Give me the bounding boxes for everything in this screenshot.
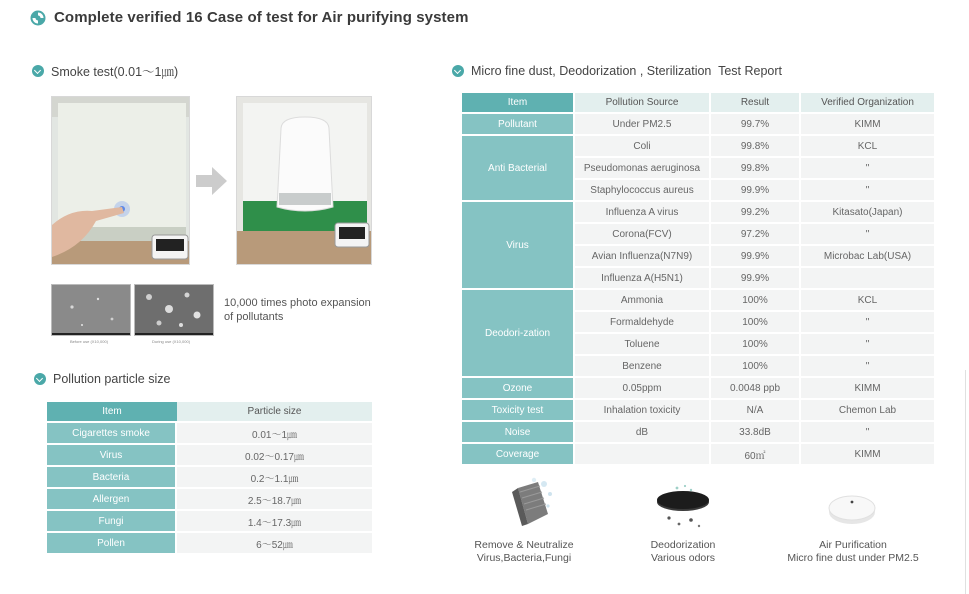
- photo-expansion-caption: [224, 296, 384, 324]
- feature-line2: Various odors: [650, 552, 715, 564]
- particle-size-heading: [34, 372, 170, 386]
- organization-cell: KCL: [801, 290, 934, 312]
- result-cell: 99.9%: [711, 180, 801, 202]
- smoke-test-before-photo: [51, 96, 190, 265]
- organization-cell: ": [801, 158, 934, 180]
- feature-remove-neutralize: [470, 539, 578, 565]
- organization-cell: ": [801, 312, 934, 334]
- feature-line1: Deodorization: [650, 539, 716, 551]
- pollution-source-cell: Staphylococcus aureus: [575, 180, 711, 202]
- row-label: Virus: [47, 445, 177, 467]
- feature-line2: Virus,Bacteria,Fungi: [476, 552, 572, 564]
- organization-cell: ": [801, 180, 934, 202]
- result-cell: 99.9%: [711, 246, 801, 268]
- pollution-source-cell: Formaldehyde: [575, 312, 711, 334]
- pollution-source-cell: Under PM2.5: [575, 114, 711, 136]
- group-label-pollutant: Pollutant: [462, 114, 575, 136]
- row-value: 2.5～18.7㎛: [177, 489, 372, 511]
- organization-cell: ": [801, 356, 934, 378]
- pollution-source-cell: [575, 444, 711, 466]
- pollution-source-cell: Benzene: [575, 356, 711, 378]
- organization-cell: ": [801, 422, 934, 444]
- check-bullet-icon: [32, 65, 44, 77]
- row-value: 0.02～0.17㎛: [177, 445, 372, 467]
- table-row: [47, 511, 372, 533]
- sem-during-image: [134, 284, 214, 336]
- result-cell: 99.2%: [711, 202, 801, 224]
- group-label-virus: Virus: [462, 202, 575, 290]
- edge-divider: [965, 370, 966, 594]
- pollution-source-cell: Inhalation toxicity: [575, 400, 711, 422]
- organization-cell: ": [801, 334, 934, 356]
- test-report-heading: [452, 64, 782, 78]
- organization-cell: [801, 268, 934, 290]
- result-cell: 99.9%: [711, 268, 801, 290]
- result-cell: N/A: [711, 400, 801, 422]
- result-cell: 99.8%: [711, 136, 801, 158]
- filter-icon: [508, 476, 554, 530]
- photo-expansion-line1: 10,000 times photo expansion: [224, 297, 371, 309]
- group-label-coverage: Coverage: [462, 444, 575, 466]
- pollution-source-cell: Avian Influenza(N7N9): [575, 246, 711, 268]
- pollution-source-cell: Ammonia: [575, 290, 711, 312]
- title-row: [30, 9, 469, 26]
- sem-during-caption: During use (X10,000): [152, 339, 191, 344]
- test-report-table: [462, 93, 934, 466]
- table-header-row: [462, 93, 934, 114]
- organization-cell: Kitasato(Japan): [801, 202, 934, 224]
- col-header-item: Item: [47, 402, 177, 423]
- table-row: [462, 444, 934, 466]
- test-report-heading-text: Micro fine dust, Deodorization , Sterilization Test Report: [471, 64, 783, 78]
- feature-line1: Air Purification: [819, 539, 887, 551]
- purifier-puck-icon: [827, 490, 877, 526]
- group-label-noise: Noise: [462, 422, 575, 444]
- particle-size-heading-text: Pollution particle size: [53, 372, 171, 386]
- pollution-source-cell: Influenza A virus: [575, 202, 711, 224]
- result-cell: 100%: [711, 290, 801, 312]
- sem-during-texture: [135, 285, 214, 336]
- result-cell: 33.8dB: [711, 422, 801, 444]
- pollution-source-cell: 0.05ppm: [575, 378, 711, 400]
- result-cell: 99.7%: [711, 114, 801, 136]
- pollution-source-cell: Corona(FCV): [575, 224, 711, 246]
- table-row: [462, 136, 934, 158]
- organization-cell: Microbac Lab(USA): [801, 246, 934, 268]
- group-label-anti-bacterial: Anti Bacterial: [462, 136, 575, 202]
- row-value: 0.2～1.1㎛: [177, 467, 372, 489]
- sem-before-caption: Before use (X10,000): [70, 339, 109, 344]
- col-header-verified-organization: Verified Organization: [801, 93, 934, 114]
- smoke-box-after-image: [237, 97, 372, 265]
- table-row: [462, 400, 934, 422]
- row-label: Allergen: [47, 489, 177, 511]
- organization-cell: KIMM: [801, 444, 934, 466]
- table-row: [462, 378, 934, 400]
- organization-cell: KIMM: [801, 114, 934, 136]
- col-header-pollution-source: Pollution Source: [575, 93, 711, 114]
- smoke-test-after-photo: [236, 96, 372, 265]
- feature-line1: Remove & Neutralize: [474, 539, 574, 551]
- pollution-source-cell: Pseudomonas aeruginosa: [575, 158, 711, 180]
- row-value: 0.01～1㎛: [177, 423, 372, 445]
- table-row: [47, 489, 372, 511]
- result-cell: 100%: [711, 334, 801, 356]
- row-label: Bacteria: [47, 467, 177, 489]
- table-row: [47, 533, 372, 555]
- result-cell: 0.0048 ppb: [711, 378, 801, 400]
- col-header-item: Item: [462, 93, 575, 114]
- particle-size-table: [47, 402, 372, 555]
- pollution-source-cell: Influenza A(H5N1): [575, 268, 711, 290]
- organization-cell: KIMM: [801, 378, 934, 400]
- row-label: Cigarettes smoke: [47, 423, 177, 445]
- group-label-toxicity-test: Toxicity test: [462, 400, 575, 422]
- result-cell: 99.8%: [711, 158, 801, 180]
- smoke-test-heading: [32, 62, 178, 80]
- table-row: [462, 202, 934, 224]
- row-value: 6～52㎛: [177, 533, 372, 555]
- table-row: [462, 422, 934, 444]
- table-row: [462, 114, 934, 136]
- check-bullet-icon: [34, 373, 46, 385]
- photo-expansion-line2: of pollutants: [224, 311, 284, 323]
- page-title: Complete verified 16 Case of test for Air purifying system: [54, 9, 469, 26]
- group-label-ozone: Ozone: [462, 378, 575, 400]
- smoke-box-before-image: [52, 97, 190, 265]
- result-cell: 60㎡: [711, 444, 801, 466]
- sem-before-image: [51, 284, 131, 336]
- col-header-particle-size: Particle size: [177, 402, 372, 423]
- spinner-logo-icon: [30, 10, 46, 26]
- row-label: Pollen: [47, 533, 177, 555]
- organization-cell: KCL: [801, 136, 934, 158]
- pollution-source-cell: Coli: [575, 136, 711, 158]
- feature-deodorization: [626, 539, 740, 565]
- row-value: 1.4～17.3㎛: [177, 511, 372, 533]
- table-row: [462, 290, 934, 312]
- feature-air-purification: [778, 539, 928, 565]
- result-cell: 97.2%: [711, 224, 801, 246]
- row-label: Fungi: [47, 511, 177, 533]
- deodorizer-disc-icon: [655, 484, 711, 530]
- pollution-source-cell: Toluene: [575, 334, 711, 356]
- table-header-row: [47, 402, 372, 423]
- arrow-right-icon: [196, 166, 228, 196]
- organization-cell: ": [801, 224, 934, 246]
- col-header-result: Result: [711, 93, 801, 114]
- feature-line2: Micro fine dust under PM2.5: [787, 552, 919, 564]
- table-row: [47, 445, 372, 467]
- pollution-source-cell: dB: [575, 422, 711, 444]
- group-label-deodorization: Deodori-zation: [462, 290, 575, 378]
- table-row: [47, 423, 372, 445]
- result-cell: 100%: [711, 312, 801, 334]
- organization-cell: Chemon Lab: [801, 400, 934, 422]
- smoke-test-heading-text: Smoke test(0.01～1㎛): [51, 65, 179, 79]
- result-cell: 100%: [711, 356, 801, 378]
- sem-before-texture: [52, 285, 131, 336]
- check-bullet-icon: [452, 65, 464, 77]
- table-row: [47, 467, 372, 489]
